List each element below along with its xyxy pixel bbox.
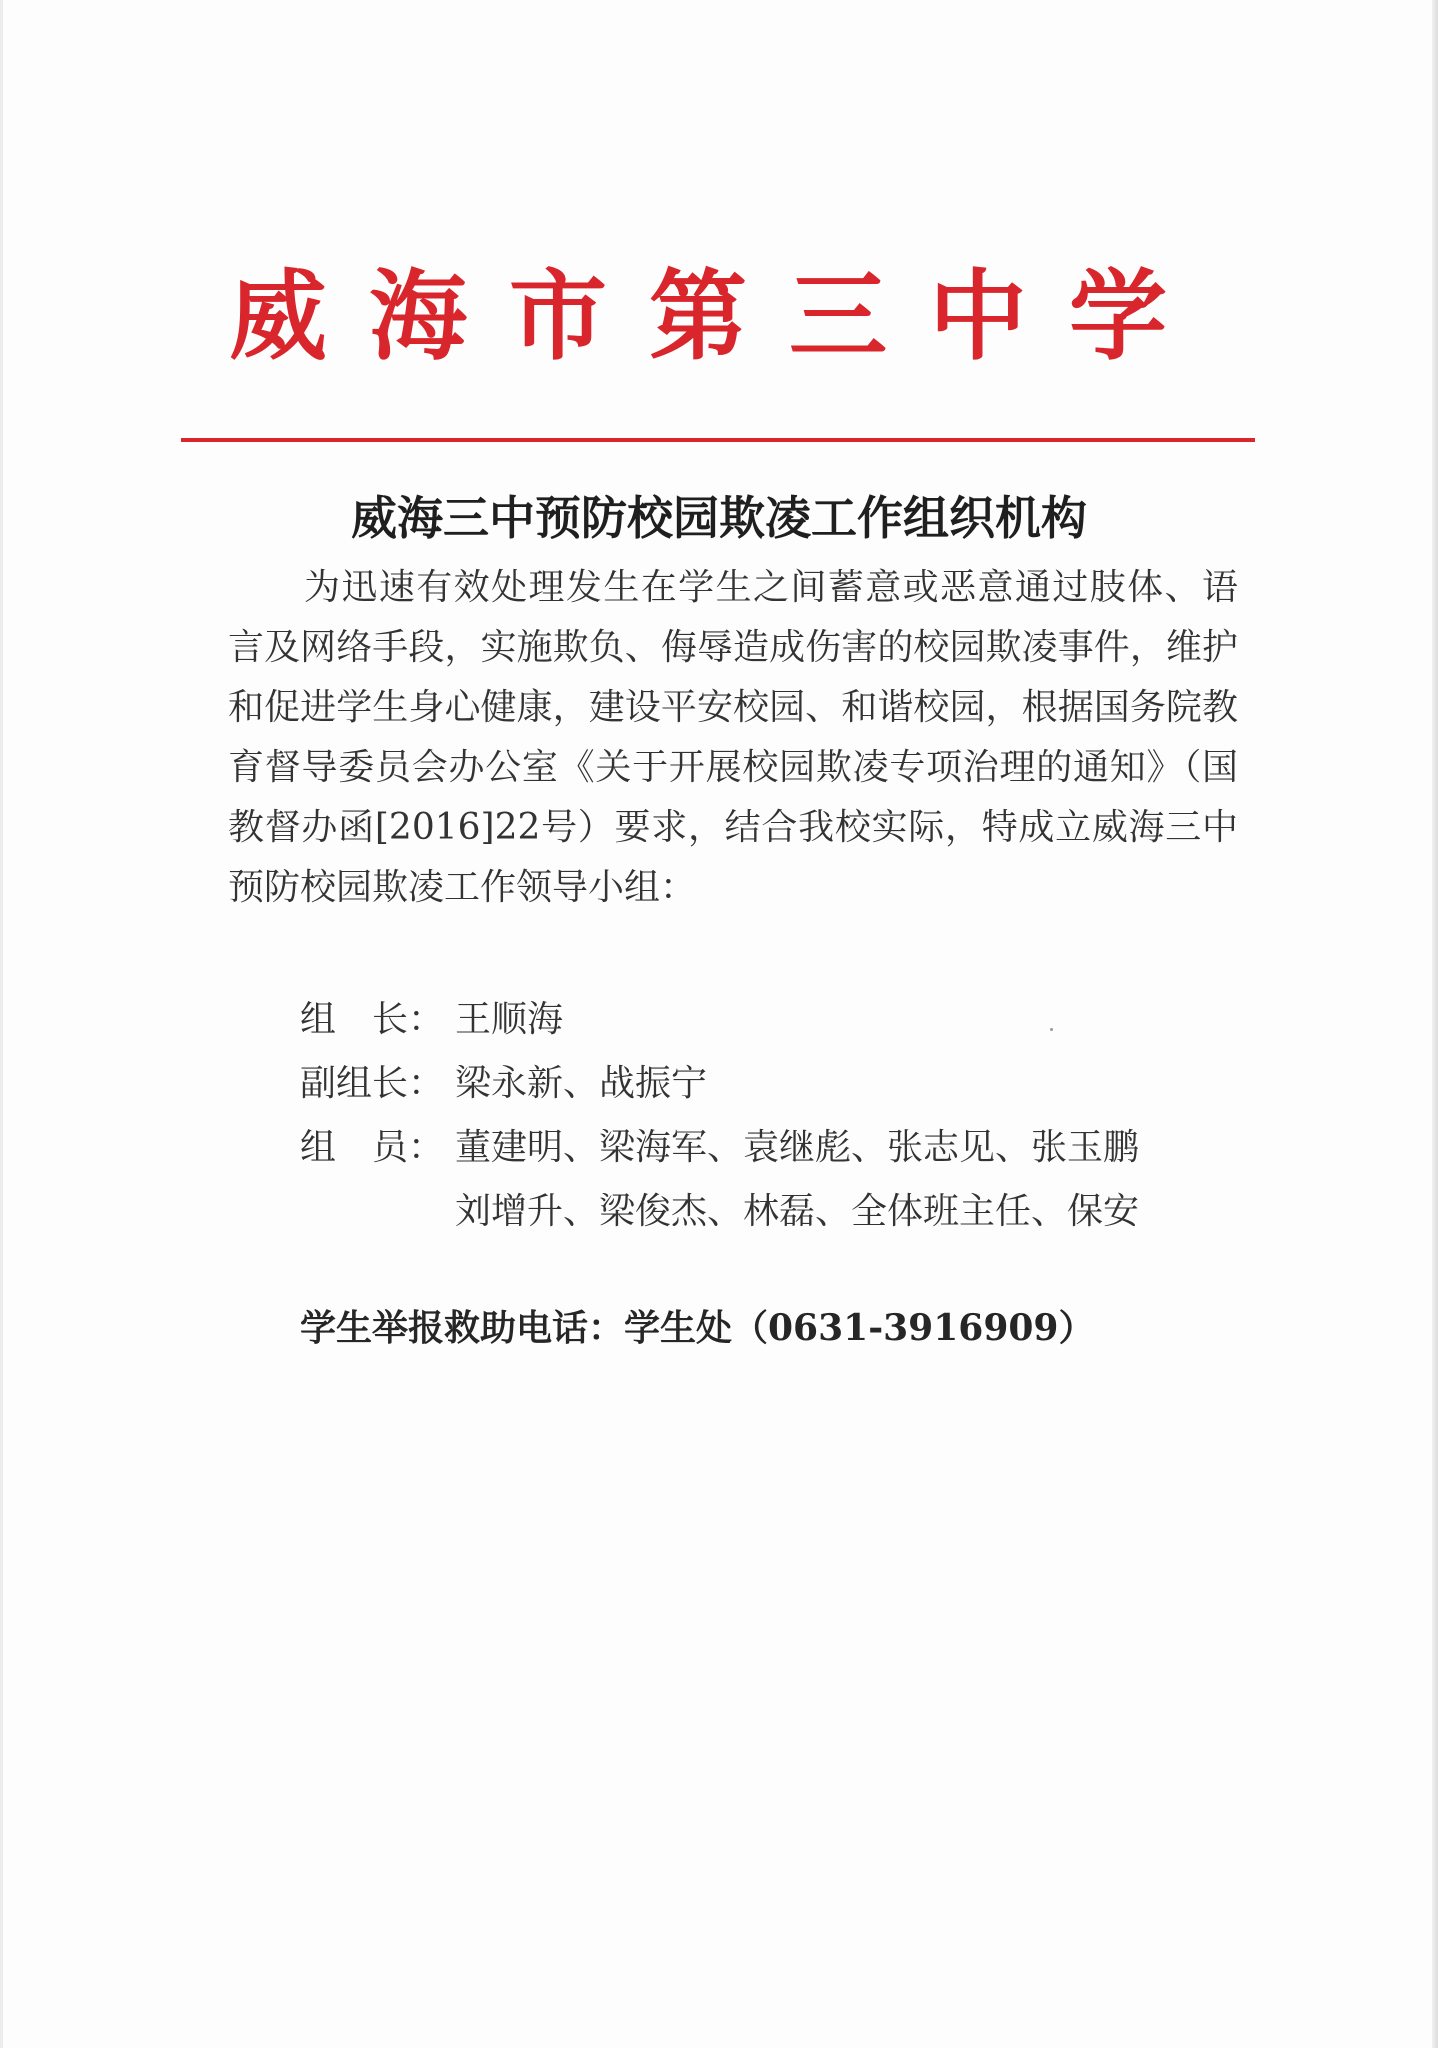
deputy-row bbox=[300, 1052, 1240, 1116]
members-label: 组 员： bbox=[300, 1127, 445, 1168]
members-row bbox=[300, 1116, 1240, 1244]
document-title: 威海三中预防校园欺凌工作组织机构 bbox=[351, 491, 1087, 545]
intro-paragraph: 为迅速有效处理发生在学生之间蓄意或恶意通过肢体、语言及网络手段，实施欺负、侮辱造成伤害的校园欺凌事件，维护和促进学生身心健康，建设平安校园、和谐校园，根据国务院教育督导委员会办公室《关于开展校园欺凌专项治理的通知》（国教督办函[2016]22号）要求，结合我校实际，特成立威海三中预防校园欺凌工作领导小组： bbox=[228, 567, 1238, 908]
leader-row bbox=[300, 988, 1240, 1052]
organization-list bbox=[300, 988, 1240, 1244]
members-line-2: 刘增升、梁俊杰、林磊、全体班主任、保安 bbox=[455, 1191, 1140, 1232]
letterhead-school-name: 威海市第三中学 bbox=[228, 259, 1209, 374]
leader-names: 王顺海 bbox=[455, 999, 564, 1040]
deputy-names: 梁永新、战振宁 bbox=[455, 1063, 708, 1104]
letterhead-red-rule bbox=[181, 438, 1255, 442]
leader-label: 组 长： bbox=[300, 999, 445, 1040]
members-line-1: 董建明、梁海军、袁继彪、张志见、张玉鹏 bbox=[455, 1127, 1140, 1168]
members-names bbox=[455, 1116, 1139, 1244]
scan-speck bbox=[1050, 1028, 1053, 1031]
deputy-label: 副组长： bbox=[300, 1063, 445, 1104]
report-hotline: 学生举报救助电话：学生处（0631-3916909） bbox=[300, 1307, 1095, 1349]
